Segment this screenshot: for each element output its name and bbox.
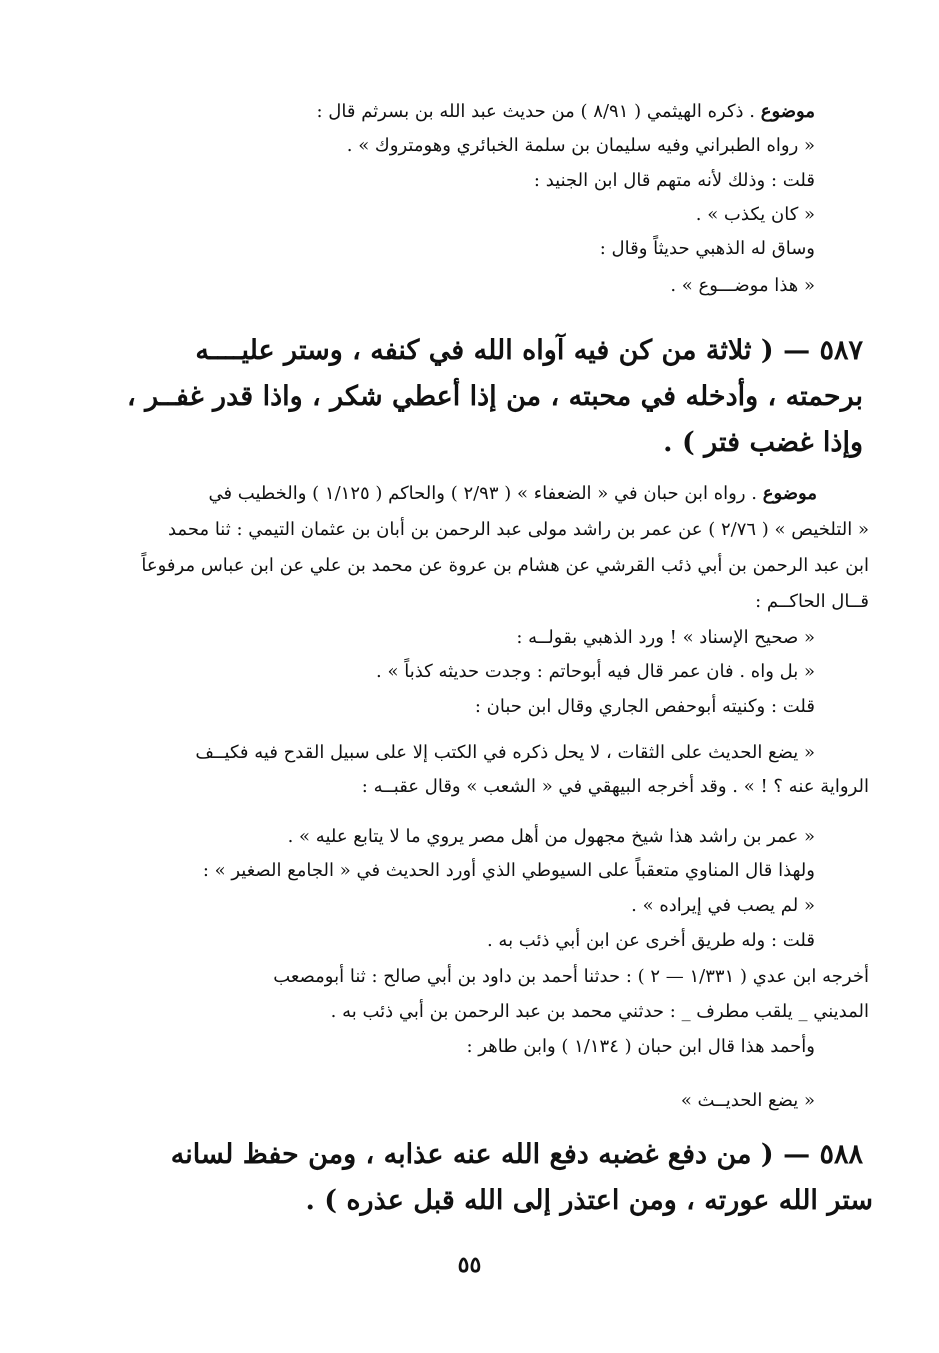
hadith-line: وإذا غضب فتر ) . (663, 427, 863, 458)
text-line: « صحيح الإسناد » ! ورد الذهبي بقولــه : (516, 627, 815, 648)
text-line: أخرجه ابن عدي ( ١/٣٣١ — ٢ ) : حدثنا أحمد بن داود بن أبي صالح : ثنا أبومصعب (273, 966, 869, 987)
text-line: موضوع . ذكره الهيثمي ( ٨/٩١ ) من حديث عبد الله بن بسرثم قال : (316, 101, 815, 122)
text-line: وأحمد هذا قال ابن حبان ( ١/١٣٤ ) وابن طاهر : (466, 1036, 815, 1057)
hadith-line: ٥٨٨ — ( من دفع غضبه دفع الله عنه عذابه ، ومن حفظ لسانه (170, 1139, 863, 1170)
text-line: المديني _ يلقب مطرف _ : حدثني محمد بن عبد الرحمن بن أبي ذئب به . (330, 1001, 869, 1022)
text-line: قلت : وله طريق أخرى عن ابن أبي ذئب به . (486, 930, 815, 951)
text-line: « رواه الطبراني وفيه سليمان بن سلمة الخبائري وهومتروك » . (346, 135, 815, 156)
hadith-line: برحمته ، وأدخله في محبته ، من إذا أعطي شكر ، واذا قدر غفــر ، (127, 381, 863, 412)
text-line: « بل واه . فان عمر قال فيه أبوحاتم : وجدت حديثه كذباً » . (376, 661, 815, 682)
hadith-line: ٥٨٧ — ( ثلاثة من كن فيه آواه الله في كنفه ، وستر عليــــه (195, 335, 863, 366)
text-line: « يضع الحديــث » (680, 1090, 815, 1111)
text-line: الرواية عنه ؟ ! » . وقد أخرجه البيهقي في « الشعب » وقال عقبــه : (361, 776, 869, 797)
text-line: ابن عبد الرحمن بن أبي ذئب القرشي عن هشام بن عروة عن محمد بن علي عن ابن عباس مرفوعاً (141, 555, 869, 576)
text-line: « يضع الحديث على الثقات ، لا يحل ذكره في الكتب إلا على سبيل القدح فيه فكيــف (195, 742, 815, 763)
text-line: « عمر بن راشد هذا شيخ مجهول من أهل مصر يروي ما لا يتابع عليه » . (287, 826, 815, 847)
text-line: ولهذا قال المناوي متعقباً على السيوطي الذي أورد الحديث في « الجامع الصغير » : (202, 860, 815, 881)
text-line: « كان يكذب » . (695, 204, 815, 225)
hadith-line: ستر الله عورته ، ومن اعتذر إلى الله قبل عذره ) . (305, 1185, 873, 1216)
text-line: « هذا موضـــوع » . (670, 275, 815, 296)
text-line: قلت : وكنيته أبوحفص الجاري وقال ابن حبان : (474, 696, 815, 717)
text-line: « لم يصب في إيراده » . (631, 895, 815, 916)
text-line: قــال الحاكــم : (755, 591, 869, 612)
text-line: « التلخيص » ( ٢/٧٦ ) عن عمر بن راشد مولى عبد الرحمن بن أبان بن عثمان التيمي : ثنا محمد (167, 519, 869, 540)
text-line: موضوع . رواه ابن حبان في « الضعفاء » ( ٢/٩٣ ) والحاكم ( ١/١٢٥ ) والخطيب في (208, 483, 817, 504)
text-line: قلت : وذلك لأنه متهم قال ابن الجنيد : (533, 170, 815, 191)
page-number: ٥٥ (457, 1252, 482, 1278)
text-line: وساق له الذهبي حديثاً وقال : (599, 238, 815, 259)
